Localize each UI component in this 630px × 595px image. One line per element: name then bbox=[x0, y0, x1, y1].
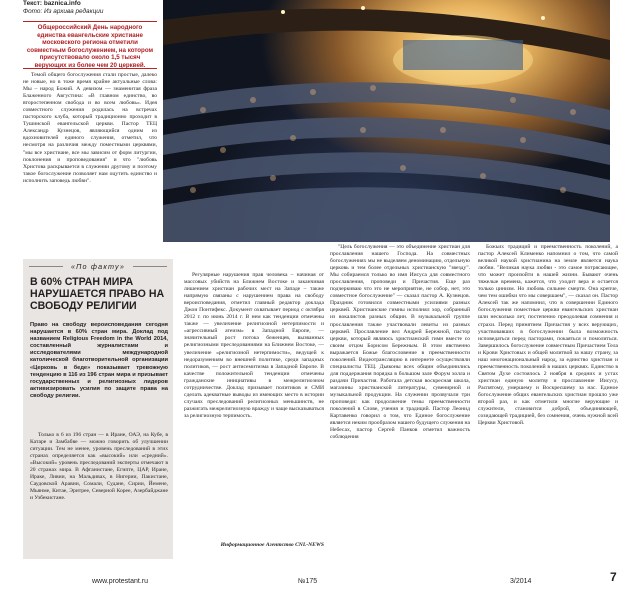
fact-box-title: В 60% СТРАН МИРА НАРУШАЕТСЯ ПРАВО НА СВОБОДУ РЕЛИГИИ bbox=[30, 276, 165, 312]
column-2 bbox=[184, 272, 324, 554]
footer-url[interactable]: www.protestant.ru bbox=[92, 578, 149, 585]
page-number: 7 bbox=[610, 570, 617, 584]
event-photo bbox=[163, 0, 610, 242]
column-1-text: Темой общего богослужения стали простые, далеко не новые, но в тоже время крайне актуальные слова: Мы – народ Божий. А девизом — знаменитая фраза Блаженного Августина: «В главном единство, во второстепенном свобода и во всем любовь». Идея совместного служения родилась на встречах пасторского клуба, который традиционно проходит в Тушинской евангельской церкви. Пастор ТЕЦ Александр Кузнецов, являющийся одним из вдохновителей единого служения, отметил, что несмотря на различия между поместными церквями, "мы все христиане, все мы зависим от форм литургии, поклонения и проповедования" и что "любовь Христова раскрывается в служении другому и поэтому такое богослужение позволяет нам оцутить единство и исполнить заповедь любви". bbox=[23, 72, 157, 184]
text-credit: Текст: baznica.info bbox=[23, 0, 81, 7]
lead-paragraph: Общероссийский День народного единства евангельские христиане московского региона отметили совместным богослужением, на котором присутствовало около 1,5 тысяч верующих из более чем 20 церквей. bbox=[23, 21, 157, 69]
hall-illustration bbox=[163, 0, 610, 242]
column-4-text: Божьих традиций и преемственность поколений, а пастор Алексей Клименко напомнил о том, что самой великой наукой христианина на земле является наука любви. "Великая наука любви - это самое потрясающее, что может произойти в нашей жизни. Бывают очень тяжелые времена, кажется, что уходит вера и остается только цинизм. Но любовь сильнее смерти. Она крепче, чем тем ошибки что мы совершаем", — сказал он. Пастор Алексей так же напомнил, что в совершении Единого богослужения поместные церкви евангельских христиан шли несколько лет, постепенно преодолевая сомнения и страхи. Перед принятием Причастия у всех верующих, участвовавших в богослужении была возможность исповедаться перед пасторами, покаяться и помолиться. Завершилось богослужение совместным Причастием Тела и Крови Христовых и общей молитвой за нашу страну, за наш многонациональный народ, за единство христиан и преемственность поколений в наших церквях. Единство в Святом Духе состоялось 2 ноября в средних и устах христиан единую молитву и прославление Иисусу, Распятому, умершему и Воскресшему за нас. Единое богослужение общих евангельских христиан прошло уже второй раз, и как отметили многие верующие и служители, становится доброй, объединяющей, созидающей традицией, без сомнения, очень нужной всей Церкви Христовой. bbox=[478, 244, 618, 427]
photo-credit: Фото: Из архива редакции bbox=[23, 8, 104, 16]
footer-date: 3/2014 bbox=[510, 578, 532, 585]
column-2-text: Регулярные нарушения прав человека – начиная от массовых убийств на Ближнем Востоке и заканчивая лишением христиан рабочих мест на Западе – также напрямую связаны с нарушением права на свободу вероисповедания, отметил главный редактор доклада Джон Понтифекс. Документ охватывает период с октября 2012 г. по июнь 2014 г. В нем как тенденции отмечены также — увеличение религиозной нетерпимости и «агрессивный атеизм» в Западной Европе, — значительный рост потока беженцев, вызванных религиозными преследованиями на Ближнем Востоке, — увеличение «религиозной нетерпимости», ведущей к недоразумениям во внешней политике, среди западных политиков, — рост антисемитизма в Западной Европе. В качестве положительной тенденции отмечены гражданские инициативы в межрелигиозном сотрудничестве. Доклад призывает политиков и СМИ сделать адекватные выводы из имеющих место в истории случаях преследований религиозных меньшинств, не разжигать межрелигиозную вражду и чаще высказываться за религиозную терпимость. bbox=[184, 272, 324, 419]
column-3-text: "Цель богослужения — это объединение христиан для прославления нашего Господа. На совместных богослужениях мы не выделяем деноминацию, отдельную церковь и тем более отдельных христианскую "звезду". Мы собираемся только во имя Иисуса для совместного прославления, проповеди и Причастия. Еще раз подчеркиваю что это не мероприятие, не собор, нет, это совместное богослужение" — сказал пастор А. Кузнецов. Праздник готовился совместными усилиями разных церквей. Христианские гимны исполнял хор, собранный из вокалистов разных общин. В музыкальной группе прославления также участвовали левиты из разных церквей. Прославление вел Андрей Бережной, пастор церкви, который являюсь христианский гимн вместе со своим отцом Борисом Бережным. В этом явственно выражается Божье благословение в преемственности поколений. Видеотрансляцию в интернете осуществляли специалисты ТЕЦ. Дьяконы всех общин объединились для поддержания порядка в большом зале Форум холла и раздачи Причастия. Работала детская воскресная школа, магазины христианской литературы, сувенирной и музыкальной продукции. На служении прозвучали три проповеди: как продолжение темы преемственности поколений в Слове, учения и традиций. Пастор Леонид Картавенко говорил о том, что Единое богослужение является неким прообразом нашего будущего служения на Небесах, пастор Сергей Панков отметил важность соблюдения bbox=[330, 244, 470, 441]
fact-box-header: «По факту» bbox=[23, 262, 173, 271]
credits bbox=[23, 0, 163, 16]
column-2-signature: Информационное Агентство CNL-NEWS bbox=[220, 542, 324, 548]
fact-box-body: Только в 6 из 196 стран — в Иране, ОАЭ, на Кубе, в Катаре и Замбабве — можно говорить об улучшении ситуации. Тем не менее, уровень преследований в этих странах определяется как «высокий» или «средний». «Высокий» уровень преследований эксперты отмечают в 20 странах мира. В Афганистане, Египте, ЦАР, Иране, Ираке, Ливии, на Мальдивах, в Нигерии, Пакистане, Саудовской Аравии, Сомали, Судане, Сирии, Йемене, Мьянме, Китае, Эритрее, Северной Корее, Азербайджане и Узбекистане. bbox=[30, 432, 168, 502]
fact-box-lead: Право на свободу вероисповедания сегодня нарушается в 60% стран мира. Доклад под названием Religious Freedom in the World 2014, составленный журналистами и исследователями международной католической благотворительной организации «Церковь в беде» показывает тревожную тенденцию в 116 из 196 стран мира и призывает государственных и религиозных лидеров активизировать усилия по защите права на свободу религии. bbox=[30, 322, 168, 399]
footer-issue: №175 bbox=[298, 578, 318, 585]
